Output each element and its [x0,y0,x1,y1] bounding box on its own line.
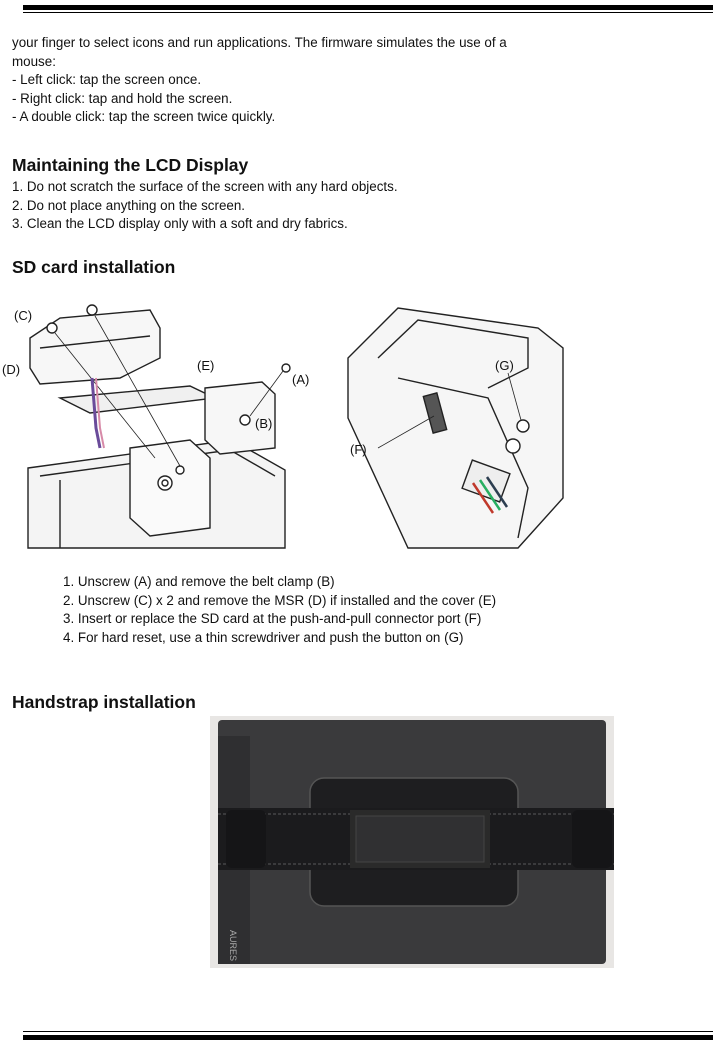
label-c: (C) [14,308,33,323]
label-g: (G) [495,358,514,373]
lcd-list [12,178,398,234]
svg-text:AURES: AURES [228,930,238,962]
sd-exploded-illustration [0,298,310,550]
lcd-item: 1. Do not scratch the surface of the screen with any hard objects. [12,179,398,194]
handstrap-photo [210,716,614,968]
label-d: (D) [2,362,21,377]
sd-step: 2. Unscrew (C) x 2 and remove the MSR (D) if installed and the cover (E) [63,592,497,608]
sd-heading: SD card installation [12,257,176,277]
sd-connector-illustration [338,298,568,550]
intro-line: your finger to select icons and run applications. The firmware simulates the use of a [12,35,507,50]
sd-step: 1. Unscrew (A) and remove the belt clamp (B) [63,574,335,589]
label-f: (F) [350,442,367,457]
intro-line: - A double click: tap the screen twice quickly. [12,109,276,124]
lcd-heading: Maintaining the LCD Display [12,155,249,175]
sd-step: 3. Insert or replace the SD card at the push-and-pull connector port (F) [63,611,482,626]
intro-line: - Right click: tap and hold the screen. [12,90,233,106]
footer-rule [23,1031,713,1032]
header-rule [23,5,713,10]
label-a: (A) [292,372,310,387]
label-e: (E) [197,358,215,373]
handstrap-heading: Handstrap installation [12,692,196,712]
label-b: (B) [255,416,273,431]
lcd-item: 3. Clean the LCD display only with a soft and dry fabrics. [12,216,348,231]
lcd-item: 2. Do not place anything on the screen. [12,197,246,213]
intro-paragraph [12,34,507,127]
sd-steps [63,573,496,647]
intro-line: - Left click: tap the screen once. [12,72,202,87]
intro-line: mouse: [12,53,56,69]
sd-step: 4. For hard reset, use a thin screwdriver and push the button on (G) [63,629,464,645]
